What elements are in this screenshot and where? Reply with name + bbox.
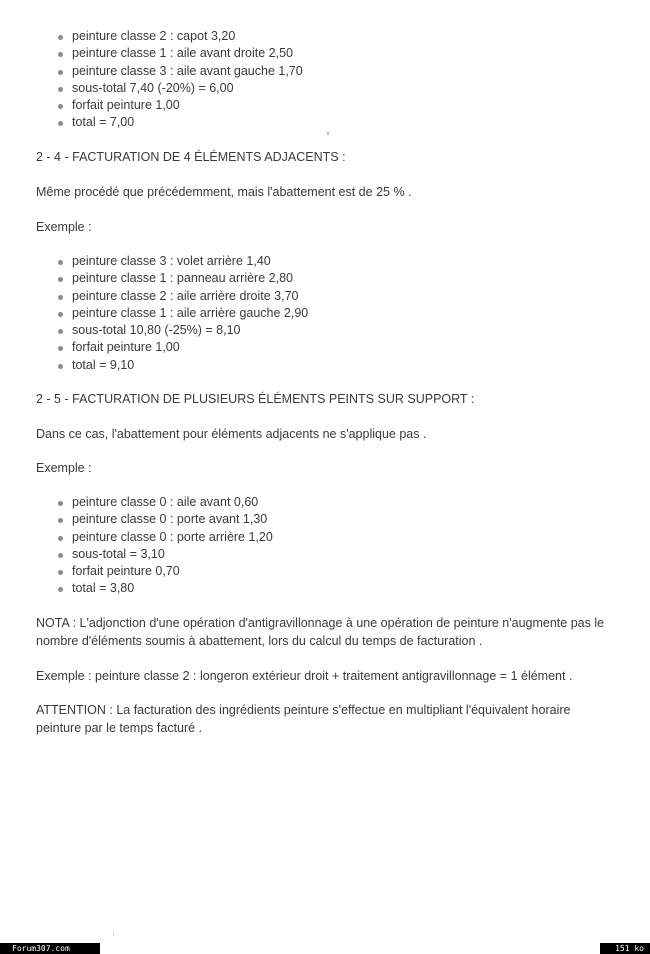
scan-speck (113, 933, 114, 935)
example-label: Exemple : (36, 461, 92, 475)
list-item: forfait peinture 1,00 (58, 97, 303, 114)
scan-speck (327, 132, 329, 135)
list-item: peinture classe 0 : aile avant 0,60 (58, 494, 273, 511)
list-item: peinture classe 3 : volet arrière 1,40 (58, 253, 308, 270)
paragraph-2-4: Même procédé que précédemment, mais l'abattement est de 25 % . (36, 185, 412, 199)
nota-line-1: NOTA : L'adjonction d'une opération d'antigravillonnage à une opération de peinture n'augmente pas le (36, 616, 605, 630)
section-heading-2-4: 2 - 4 - FACTURATION DE 4 ÉLÉMENTS ADJACENTS : (36, 150, 346, 164)
footer-site-label: Forum307.com (0, 943, 100, 954)
section-heading-2-5: 2 - 5 - FACTURATION DE PLUSIEURS ÉLÉMENTS PEINTS SUR SUPPORT : (36, 392, 475, 406)
list-item: forfait peinture 0,70 (58, 563, 273, 580)
bullet-list-3 (58, 494, 273, 598)
example-sentence: Exemple : peinture classe 2 : longeron extérieur droit + traitement antigravillonnage = 1 élément . (36, 669, 573, 683)
list-item: peinture classe 2 : aile arrière droite 3,70 (58, 288, 308, 305)
bullet-list-1 (58, 28, 303, 132)
list-item: peinture classe 2 : capot 3,20 (58, 28, 303, 45)
list-item: forfait peinture 1,00 (58, 339, 308, 356)
bullet-list-2 (58, 253, 308, 374)
list-item: peinture classe 1 : panneau arrière 2,80 (58, 270, 308, 287)
example-label: Exemple : (36, 220, 92, 234)
footer-file-size: 151 ko (600, 943, 650, 954)
attention-line-2: peinture par le temps facturé . (36, 721, 203, 735)
list-item: peinture classe 0 : porte avant 1,30 (58, 511, 273, 528)
list-item: sous-total 7,40 (-20%) = 6,00 (58, 80, 303, 97)
list-item: peinture classe 0 : porte arrière 1,20 (58, 529, 273, 546)
list-item: peinture classe 1 : aile avant droite 2,50 (58, 45, 303, 62)
list-item: total = 3,80 (58, 580, 273, 597)
list-item: sous-total = 3,10 (58, 546, 273, 563)
list-item: total = 7,00 (58, 114, 303, 131)
list-item: peinture classe 1 : aile arrière gauche 2,90 (58, 305, 308, 322)
list-item: sous-total 10,80 (-25%) = 8,10 (58, 322, 308, 339)
paragraph-2-5: Dans ce cas, l'abattement pour éléments adjacents ne s'applique pas . (36, 427, 427, 441)
list-item: peinture classe 3 : aile avant gauche 1,70 (58, 63, 303, 80)
list-item: total = 9,10 (58, 357, 308, 374)
attention-line-1: ATTENTION : La facturation des ingrédients peinture s'effectue en multipliant l'équivalent horaire (36, 703, 571, 717)
nota-line-2: nombre d'éléments soumis à abattement, lors du calcul du temps de facturation . (36, 634, 483, 648)
